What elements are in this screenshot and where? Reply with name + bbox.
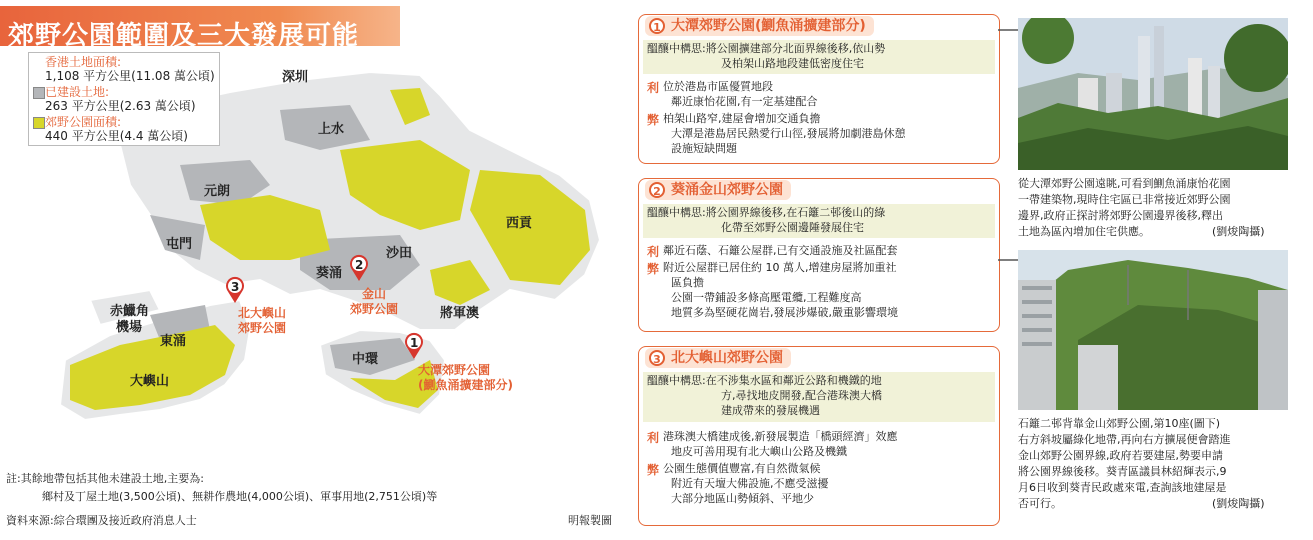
panel-1-con-1: 柏架山路窄,建屋會增加交通負擔 xyxy=(663,112,821,125)
place-sha-tin: 沙田 xyxy=(386,246,413,261)
caption-bottom-5: 月6日收到葵青民政處來電,查詢該地建屋是 xyxy=(1018,481,1227,494)
panel-1-idea-1: 醞釀中構思:將公園擴建部分北面界線後移,依山勢 xyxy=(647,42,886,55)
place-kwai-chung: 葵涌 xyxy=(316,266,343,281)
panel-2-con-2: 區負擔 xyxy=(671,276,704,289)
panel-3-pro-1: 港珠澳大橋建成後,新發展製造「橋頭經濟」效應 xyxy=(663,430,898,443)
panel-2-con-1: 附近公屋群已居住約 10 萬人,增建房屋將加重社 xyxy=(663,261,897,274)
panel-2-idea-2: 化帶至郊野公園邊陲發展住宅 xyxy=(721,221,864,234)
panel-1-pro-label: 利 xyxy=(647,81,660,95)
place-central: 中環 xyxy=(352,352,379,367)
panel-3-con-label: 弊 xyxy=(647,463,660,477)
caption-bottom-4: 將公園界線後移。葵青區議員林紹輝表示,9 xyxy=(1018,465,1227,478)
caption-bottom-credit: (劉焌陶攝) xyxy=(1212,497,1265,510)
panel-3-number: 3 xyxy=(649,350,665,366)
panel-2-con-3: 公園一帶鋪設多條高壓電纜,工程難度高 xyxy=(671,291,862,304)
panel-3-pro-2: 地皮可善用現有北大嶼山公路及機鐵 xyxy=(671,445,847,458)
legend-park-value: 440 平方公里(4.4 萬公頃) xyxy=(45,129,188,143)
legend-park-label: 郊野公園面積: xyxy=(45,115,122,129)
caption-top-1: 從大潭郊野公園遠眺,可看到鰂魚涌康怡花園 xyxy=(1018,177,1231,190)
panel-3-con-1: 公園生態價值豐富,有自然微氣候 xyxy=(663,462,821,475)
panel-3-con-2: 附近有天壇大佛設施,不應受滋擾 xyxy=(671,477,829,490)
panel-park-3 xyxy=(638,346,1000,526)
map-pin-1-num: 1 xyxy=(410,336,419,350)
panel-3-idea-3: 建成帶來的發展機遇 xyxy=(721,404,820,417)
map-park-1-label-a: 大潭郊野公園 xyxy=(418,363,491,377)
title-banner xyxy=(0,6,400,51)
panel-park-1 xyxy=(638,14,1000,164)
panel-2-con-4: 地質多為堅硬花崗岩,發展涉爆破,嚴重影響環境 xyxy=(671,306,898,319)
legend-hk-land-value: 1,108 平方公里(11.08 萬公頃) xyxy=(45,69,215,83)
place-chek-lap-kok: 赤鱲角 xyxy=(110,304,150,319)
map-park-2-label-a: 金山 xyxy=(362,287,387,301)
note-line-2: 鄉村及丁屋土地(3,500公頃)、無耕作農地(4,000公頃)、軍事用地(2,751公頃)等 xyxy=(42,490,438,503)
panel-3-con-3: 大部分地區山勢傾斜、平地少 xyxy=(671,492,814,505)
legend-built-label: 已建設土地: xyxy=(45,85,110,99)
panel-2-title: 葵涌金山郊野公園 xyxy=(671,182,783,198)
caption-top-3: 邊界,政府正探討將郊野公園邊界後移,釋出 xyxy=(1018,209,1223,222)
map-park-1-label-b: (鰂魚涌擴建部分) xyxy=(418,378,513,392)
map-park-2-label-b: 郊野公園 xyxy=(350,302,399,316)
caption-bottom-2: 右方斜坡屬綠化地帶,再向右方擴展便會踏進 xyxy=(1018,433,1231,446)
legend-built-swatch xyxy=(33,87,45,99)
panel-3-idea-2: 方,尋找地皮開發,配合港珠澳大橋 xyxy=(721,389,882,402)
panel-1-pro-2: 鄰近康怡花園,有一定基建配合 xyxy=(671,95,818,108)
photo-shek-lei-estate xyxy=(1018,250,1288,410)
page-title: 郊野公園範圍及三大發展可能 xyxy=(8,21,360,51)
caption-bottom-1: 石籬二邨背靠金山郊野公園,第10座(圖下) xyxy=(1018,417,1221,430)
panel-2-number: 2 xyxy=(649,182,665,198)
legend-park-swatch xyxy=(33,117,45,129)
panel-park-2 xyxy=(638,178,1000,332)
caption-bottom-6: 否可行。 xyxy=(1018,497,1062,510)
panel-1-idea-2: 及柏架山路地段建低密度住宅 xyxy=(721,57,864,70)
map-legend xyxy=(28,52,220,146)
note-line-1: 註:其餘地帶包括其他未建設土地,主要為: xyxy=(6,472,204,485)
place-shenzhen: 深圳 xyxy=(282,70,309,85)
caption-bottom-3: 金山郊野公園界線,政府若要建屋,勢要申請 xyxy=(1018,449,1223,462)
panel-1-con-2: 大潭是港島居民熱愛行山徑,發展將加劇港島休憩 xyxy=(671,127,906,140)
map-park-3-label-a: 北大嶼山 xyxy=(238,306,287,320)
caption-top-4: 土地為區內增加住宅供應。 xyxy=(1018,225,1150,238)
panel-1-con-label: 弊 xyxy=(647,113,660,127)
panel-2-con-label: 弊 xyxy=(647,262,660,276)
place-airport: 機場 xyxy=(116,320,143,335)
panel-2-idea-1: 醞釀中構思:將公園界線後移,在石籬二邨後山的綠 xyxy=(647,206,886,219)
place-lantau: 大嶼山 xyxy=(130,374,170,389)
place-tuen-mun: 屯門 xyxy=(166,237,193,252)
map-pin-2-num: 2 xyxy=(355,258,364,272)
panel-2-title-bar xyxy=(645,180,791,200)
place-tung-chung: 東涌 xyxy=(160,334,187,349)
panel-3-title: 北大嶼山郊野公園 xyxy=(671,350,783,366)
source-note: 資料來源:綜合環團及接近政府消息人士 xyxy=(6,514,197,527)
place-yuen-long: 元朗 xyxy=(204,184,231,199)
caption-top-2: 一帶建築物,現時住宅區已非常接近郊野公園 xyxy=(1018,193,1231,206)
caption-top-credit: (劉焌陶攝) xyxy=(1212,225,1265,238)
panel-3-title-bar xyxy=(645,348,791,368)
place-sai-kung: 西貢 xyxy=(506,216,533,231)
panel-1-number: 1 xyxy=(649,18,665,34)
photo-tai-tam-view xyxy=(1018,18,1288,170)
map-park-3-label-b: 郊野公園 xyxy=(238,321,287,335)
panel-1-con-3: 設施短缺問題 xyxy=(671,142,737,155)
map-pin-3-num: 3 xyxy=(231,280,240,294)
panel-2-pro-label: 利 xyxy=(647,245,660,259)
panel-2-pro-1: 鄰近石蔭、石籬公屋群,已有交通設施及社區配套 xyxy=(663,244,898,257)
place-tseung-kwan-o: 將軍澳 xyxy=(440,306,480,321)
credit-note: 明報製圖 xyxy=(568,514,612,527)
panel-1-title-bar xyxy=(645,16,874,36)
place-sheung-shui: 上水 xyxy=(318,122,345,137)
panel-1-title: 大潭郊野公園(鰂魚涌擴建部分) xyxy=(671,18,866,34)
legend-built-value: 263 平方公里(2.63 萬公頃) xyxy=(45,99,196,113)
panel-3-idea-1: 醞釀中構思:在不涉集水區和鄰近公路和機鐵的地 xyxy=(647,374,882,387)
panel-3-pro-label: 利 xyxy=(647,431,660,445)
legend-hk-land-label: 香港土地面積: xyxy=(45,55,122,69)
panel-1-pro-1: 位於港島市區優質地段 xyxy=(663,80,773,93)
